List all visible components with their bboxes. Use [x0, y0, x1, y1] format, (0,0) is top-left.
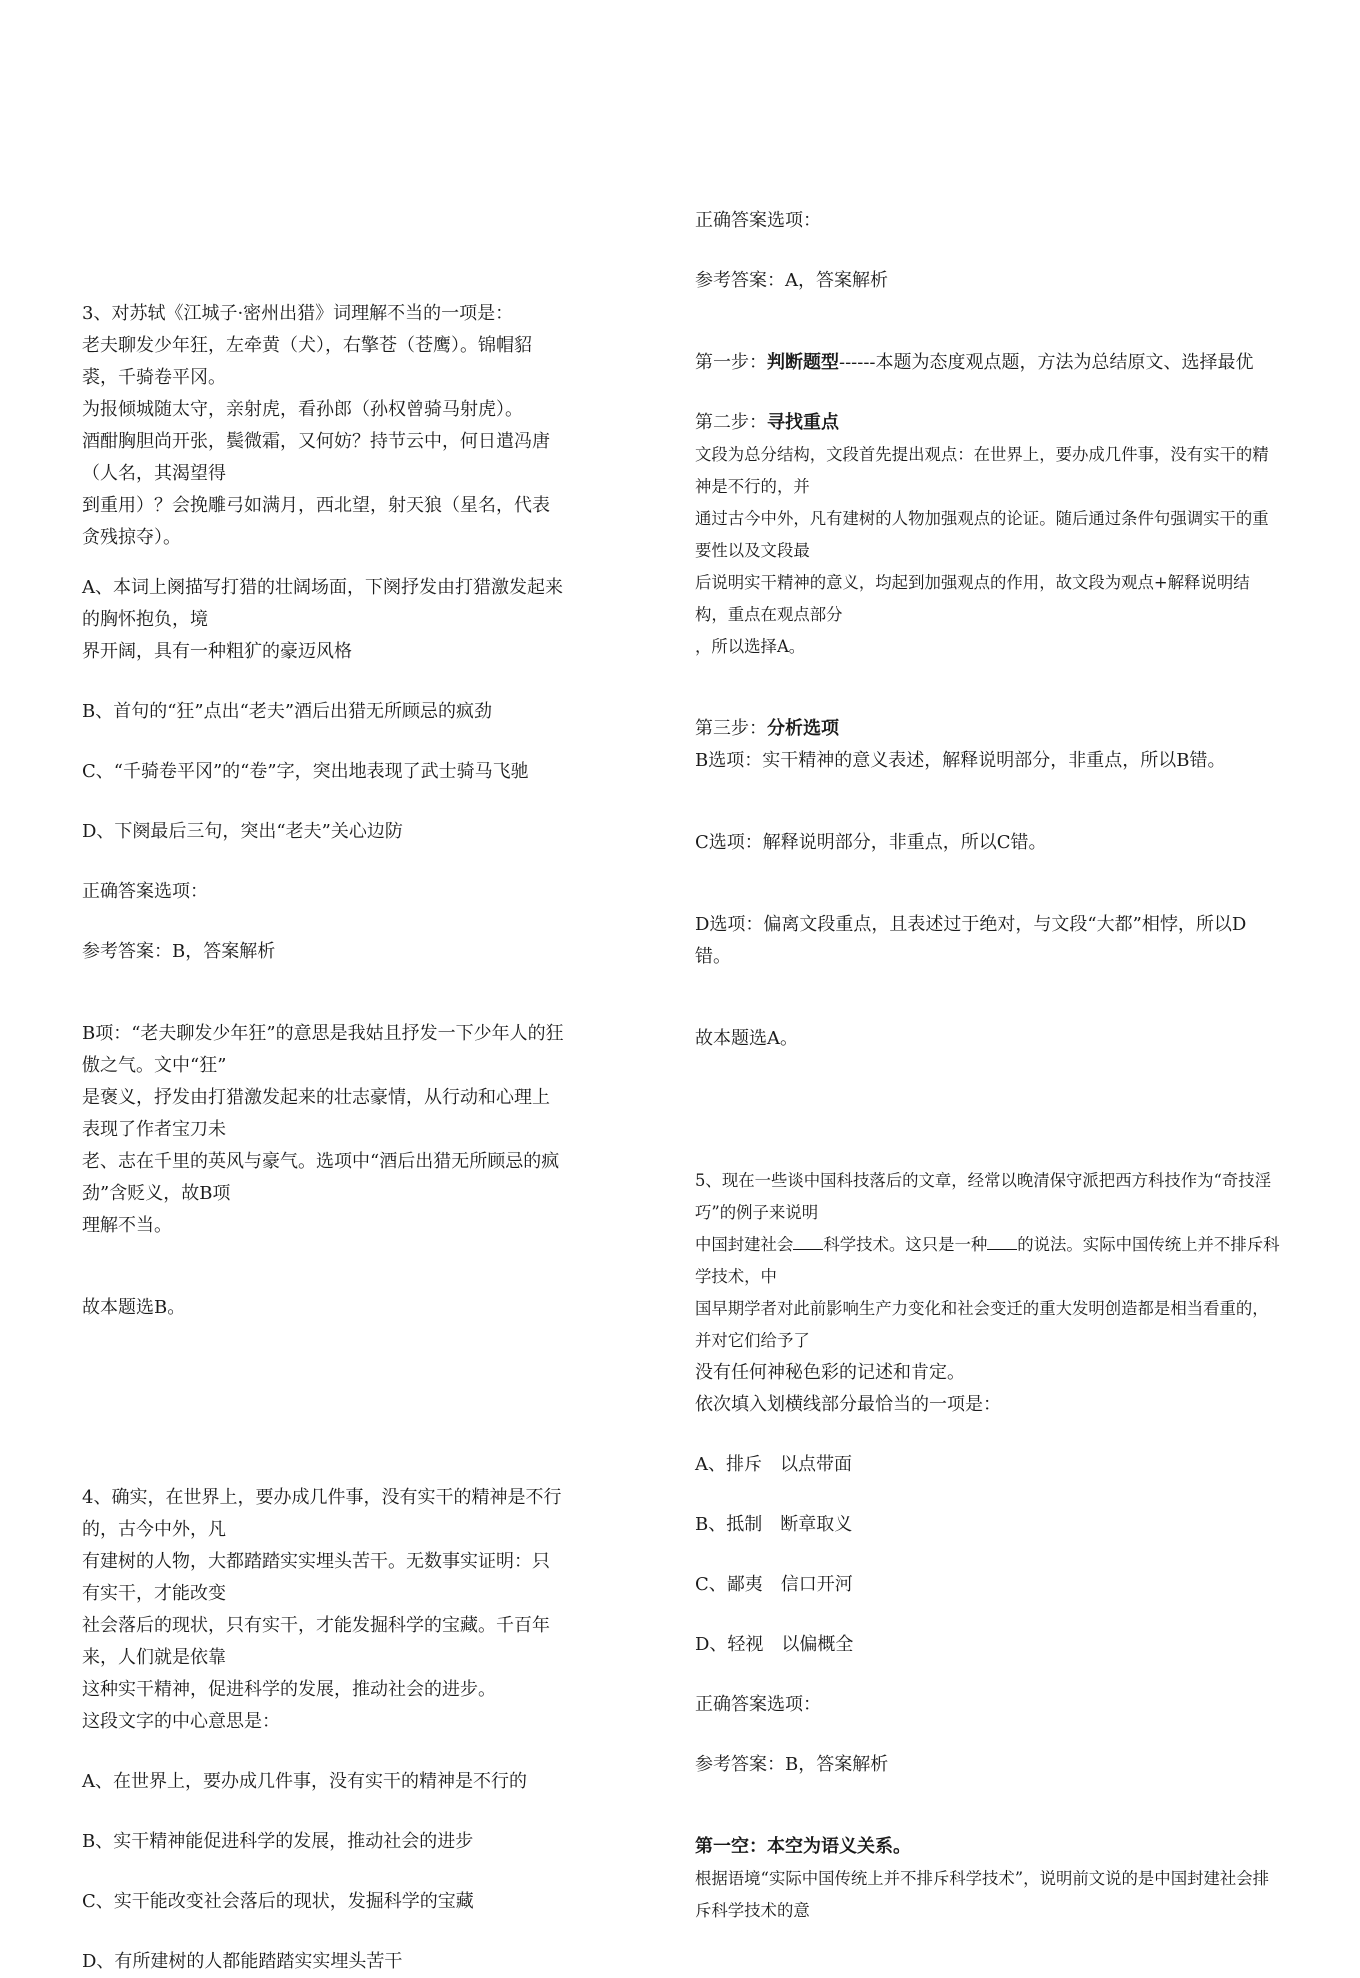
- question-5-stem: 没有任何神秘色彩的记述和肯定。: [695, 1362, 965, 1383]
- step-2: [695, 407, 1280, 439]
- step-1-label: 第一步：: [695, 352, 767, 373]
- reference-answer: 参考答案：B，答案解析: [695, 1754, 889, 1775]
- analysis-c: C选项：解释说明部分，非重点，所以C错。: [695, 832, 1047, 853]
- step-2-title: 寻找重点: [767, 412, 839, 433]
- fill-blank-2: [987, 1231, 1017, 1250]
- correct-answer-label: 正确答案选项：: [82, 881, 208, 902]
- analysis-line: 老、志在千里的英风与豪气。选项中“酒后出猎无所顾忌的疯劲”含贬义，故B项: [82, 1151, 560, 1204]
- option-a: A、本词上阕描写打猎的壮阔场面，下阕抒发由打猎激发起来的胸怀抱负，境: [82, 577, 563, 630]
- reference-answer: 参考答案：A，答案解析: [695, 270, 888, 291]
- question-4-stem: 这种实干精神，促进科学的发展，推动社会的进步。: [82, 1679, 496, 1700]
- option-d: D、轻视 以偏概全: [695, 1634, 854, 1655]
- question-4: [82, 1482, 564, 1978]
- stem-part: 的说法。实际中国传统上并不排斥科学技术，中: [695, 1235, 1280, 1286]
- conclusion: 故本题选B。: [82, 1297, 186, 1318]
- analysis-d: D选项：偏离文段重点，且表述过于绝对，与文段“大都”相悖，所以D错。: [695, 914, 1247, 967]
- option-a-cont: 界开阔，具有一种粗犷的豪迈风格: [82, 641, 352, 662]
- question-5: [695, 1165, 1280, 1927]
- left-column: [82, 298, 564, 1978]
- stem-part: 中国封建社会: [695, 1235, 794, 1254]
- stem-part: 科学技术。这只是一种: [823, 1235, 988, 1254]
- question-4-stem: 社会落后的现状，只有实干，才能发掘科学的宝藏。千百年来，人们就是依靠: [82, 1615, 550, 1668]
- question-5-stem: 5、现在一些谈中国科技落后的文章，经常以晚清保守派把西方科技作为“奇技淫巧”的例子来说明: [695, 1171, 1272, 1222]
- step-1-title: 判断题型: [767, 352, 839, 373]
- analysis-line: 理解不当。: [82, 1215, 172, 1236]
- first-blank-title: 第一空：本空为语义关系。: [695, 1836, 911, 1857]
- step-3-title: 分析选项: [767, 718, 839, 739]
- fill-blank-1: [793, 1231, 823, 1250]
- correct-answer-label: 正确答案选项：: [695, 210, 821, 231]
- question-4-stem: 有建树的人物，大都踏踏实实埋头苦干。无数事实证明：只有实干，才能改变: [82, 1551, 550, 1604]
- poem-line: 到重用）？会挽雕弓如满月，西北望，射天狼（星名，代表贪残掠夺）。: [82, 495, 550, 548]
- correct-answer-label: 正确答案选项：: [695, 1694, 821, 1715]
- option-d: D、下阕最后三句，突出“老夫”关心边防: [82, 821, 403, 842]
- question-3: [82, 298, 564, 1324]
- question-3-stem: 3、对苏轼《江城子·密州出猎》词理解不当的一项是：: [82, 303, 514, 324]
- first-blank-text: 根据语境“实际中国传统上并不排斥科学技术”，说明前文说的是中国封建社会排斥科学技术的意: [695, 1869, 1270, 1920]
- step-3: [695, 713, 1280, 745]
- question-4-answer: [695, 205, 1280, 1055]
- question-4-stem: 这段文字的中心意思是：: [82, 1711, 280, 1732]
- option-c: C、“千骑卷平冈”的“卷”字，突出地表现了武士骑马飞驰: [82, 761, 529, 782]
- reference-answer: 参考答案：B，答案解析: [82, 941, 276, 962]
- option-d: D、有所建树的人都能踏踏实实埋头苦干: [82, 1951, 403, 1972]
- option-c: C、鄙夷 信口开河: [695, 1574, 853, 1595]
- option-b: B、抵制 断章取义: [695, 1514, 853, 1535]
- poem-line: 为报倾城随太守，亲射虎，看孙郎（孙权曾骑马射虎）。: [82, 399, 523, 420]
- poem-line: 老夫聊发少年狂，左牵黄（犬），右擎苍（苍鹰）。锦帽貂裘，千骑卷平冈。: [82, 335, 532, 388]
- analysis-line: 是褒义，抒发由打猎激发起来的壮志豪情，从行动和心理上表现了作者宝刀未: [82, 1087, 550, 1140]
- question-4-stem: 4、确实，在世界上，要办成几件事，没有实干的精神是不行的，古今中外，凡: [82, 1487, 562, 1540]
- step-2-line: 文段为总分结构，文段首先提出观点：在世界上，要办成几件事，没有实干的精神是不行的，并: [695, 445, 1269, 496]
- question-5-stem: 依次填入划横线部分最恰当的一项是：: [695, 1394, 1001, 1415]
- step-2-label: 第二步：: [695, 412, 767, 433]
- option-b: B、首句的“狂”点出“老夫”酒后出猎无所顾忌的疯劲: [82, 701, 493, 722]
- question-5-stem: 国早期学者对此前影响生产力变化和社会变迁的重大发明创造都是相当看重的，并对它们给予了: [695, 1299, 1269, 1350]
- poem-line: 酒酣胸胆尚开张，鬓微霜，又何妨？持节云中，何日遣冯唐（人名，其渴望得: [82, 431, 550, 484]
- option-b: B、实干精神能促进科学的发展，推动社会的进步: [82, 1831, 474, 1852]
- right-column: [695, 205, 1280, 1927]
- step-1-text: ------本题为态度观点题，方法为总结原文、选择最优: [839, 352, 1254, 373]
- option-a: A、在世界上，要办成几件事，没有实干的精神是不行的: [82, 1771, 527, 1792]
- step-2-line: ，所以选择A。: [695, 637, 806, 656]
- option-a: A、排斥 以点带面: [695, 1454, 852, 1475]
- conclusion: 故本题选A。: [695, 1028, 798, 1049]
- question-5-stem: [695, 1229, 1280, 1293]
- step-3-label: 第三步：: [695, 718, 767, 739]
- step-2-line: 后说明实干精神的意义，均起到加强观点的作用，故文段为观点+解释说明结构，重点在观点部分: [695, 573, 1250, 624]
- option-c: C、实干能改变社会落后的现状，发掘科学的宝藏: [82, 1891, 474, 1912]
- analysis-line: B项：“老夫聊发少年狂”的意思是我姑且抒发一下少年人的狂傲之气。文中“狂”: [82, 1023, 564, 1076]
- analysis-b: B选项：实干精神的意义表述，解释说明部分，非重点，所以B错。: [695, 750, 1226, 771]
- step-1: [695, 347, 1280, 379]
- step-2-line: 通过古今中外，凡有建树的人物加强观点的论证。随后通过条件句强调实干的重要性以及文段最: [695, 509, 1269, 560]
